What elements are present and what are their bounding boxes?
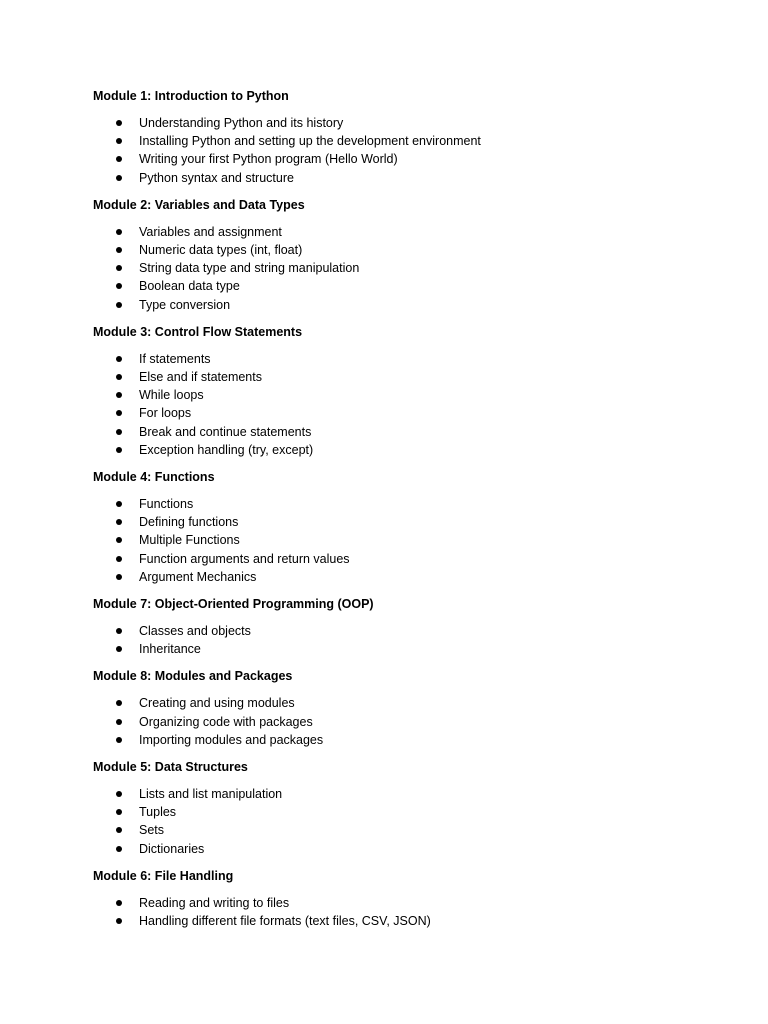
topic-list-item (93, 513, 693, 531)
topic-text: Inheritance (139, 642, 201, 657)
topic-text: Understanding Python and its history (139, 116, 344, 130)
bullet-icon (116, 229, 122, 235)
topic-text: Tuples (139, 805, 177, 820)
bullet-icon (116, 700, 122, 706)
bullet-icon (116, 175, 122, 181)
topic-list-item (93, 386, 693, 404)
topic-list-item (93, 241, 693, 259)
topic-list-item (93, 495, 693, 513)
topic-list (93, 114, 693, 187)
topic-text: Reading and writing to files (139, 895, 290, 910)
topic-list (93, 223, 693, 314)
bullet-icon (116, 537, 122, 543)
module-heading: Module 8: Modules and Packages (93, 669, 293, 684)
topic-list-item (93, 803, 693, 821)
topic-text: For loops (139, 406, 192, 421)
topic-text: Dictionaries (139, 841, 205, 856)
module-section (93, 667, 693, 749)
module-heading: Module 5: Data Structures (93, 760, 248, 775)
bullet-icon (116, 156, 122, 162)
topic-list-item (93, 132, 693, 150)
topic-text: Creating and using modules (139, 696, 295, 711)
bullet-icon (116, 265, 122, 271)
module-heading: Module 1: Introduction to Python (93, 89, 289, 103)
module-section (93, 595, 693, 658)
document-content (93, 87, 693, 939)
module-heading: Module 6: File Handling (93, 868, 234, 883)
topic-list-item (93, 731, 693, 749)
topic-list (93, 894, 693, 930)
topic-list-item (93, 894, 693, 912)
topic-text: Exception handling (try, except) (139, 442, 314, 457)
topic-text: Classes and objects (139, 624, 251, 639)
module-section (93, 323, 693, 459)
bullet-icon (116, 501, 122, 507)
topic-list-item (93, 785, 693, 803)
topic-text: Python syntax and structure (139, 170, 294, 185)
topic-text: Variables and assignment (139, 224, 282, 239)
topic-list-item (93, 821, 693, 839)
topic-list-item (93, 277, 693, 295)
topic-list-item (93, 568, 693, 586)
topic-list-item (93, 840, 693, 858)
topic-list-item (93, 550, 693, 568)
topic-text: String data type and string manipulation (139, 261, 360, 276)
module-section (93, 867, 693, 930)
topic-text: Numeric data types (int, float) (139, 243, 303, 258)
bullet-icon (116, 719, 122, 725)
topic-text: Break and continue statements (139, 424, 312, 439)
topic-text: While loops (139, 388, 204, 403)
topic-list-item (93, 423, 693, 441)
topic-text: Functions (139, 497, 194, 512)
topic-text: Lists and list manipulation (139, 787, 283, 802)
topic-text: Multiple Functions (139, 533, 240, 548)
topic-list-item (93, 441, 693, 459)
topic-list-item (93, 223, 693, 241)
topic-list (93, 622, 693, 658)
topic-list-item (93, 912, 693, 930)
topic-list-item (93, 368, 693, 386)
bullet-icon (116, 827, 122, 833)
topic-list (93, 694, 693, 749)
topic-list-item (93, 296, 693, 314)
topic-list-item (93, 350, 693, 368)
topic-text: If statements (139, 351, 211, 366)
bullet-icon (116, 283, 122, 289)
module-section (93, 758, 693, 858)
topic-list-item (93, 640, 693, 658)
topic-text: Importing modules and packages (139, 732, 324, 747)
topic-text: Type conversion (139, 297, 231, 312)
bullet-icon (116, 247, 122, 253)
bullet-icon (116, 120, 122, 126)
bullet-icon (116, 900, 122, 906)
topic-text: Else and if statements (139, 370, 262, 385)
bullet-icon (116, 429, 122, 435)
topic-text: Boolean data type (139, 279, 240, 294)
bullet-icon (116, 574, 122, 580)
topic-text: Installing Python and setting up the development environment (139, 134, 481, 149)
topic-list-item (93, 114, 693, 132)
topic-list-item (93, 622, 693, 640)
topic-text: Function arguments and return values (139, 551, 350, 566)
topic-list (93, 350, 693, 459)
bullet-icon (116, 519, 122, 525)
bullet-icon (116, 447, 122, 453)
bullet-icon (116, 846, 122, 852)
topic-list-item (93, 259, 693, 277)
bullet-icon (116, 809, 122, 815)
module-section (93, 468, 693, 586)
topic-text: Defining functions (139, 515, 239, 530)
module-heading: Module 7: Object-Oriented Programming (OOP) (93, 597, 374, 612)
bullet-icon (116, 791, 122, 797)
topic-list-item (93, 169, 693, 187)
topic-list-item (93, 713, 693, 731)
topic-text: Organizing code with packages (139, 714, 313, 729)
bullet-icon (116, 918, 122, 924)
bullet-icon (116, 356, 122, 362)
topic-text: Writing your first Python program (Hello World) (139, 152, 398, 167)
module-section (93, 87, 693, 187)
topic-list-item (93, 694, 693, 712)
bullet-icon (116, 410, 122, 416)
topic-text: Argument Mechanics (139, 569, 257, 584)
topic-text: Handling different file formats (text files, CSV, JSON) (139, 914, 431, 929)
bullet-icon (116, 646, 122, 652)
module-heading: Module 2: Variables and Data Types (93, 197, 305, 212)
module-heading: Module 3: Control Flow Statements (93, 324, 303, 339)
bullet-icon (116, 374, 122, 380)
topic-list-item (93, 531, 693, 549)
bullet-icon (116, 302, 122, 308)
bullet-icon (116, 556, 122, 562)
topic-text: Sets (139, 823, 165, 838)
topic-list (93, 785, 693, 858)
module-section (93, 196, 693, 314)
bullet-icon (116, 737, 122, 743)
topic-list-item (93, 404, 693, 422)
bullet-icon (116, 138, 122, 144)
bullet-icon (116, 392, 122, 398)
bullet-icon (116, 628, 122, 634)
module-heading: Module 4: Functions (93, 470, 215, 485)
topic-list-item (93, 150, 693, 168)
topic-list (93, 495, 693, 586)
